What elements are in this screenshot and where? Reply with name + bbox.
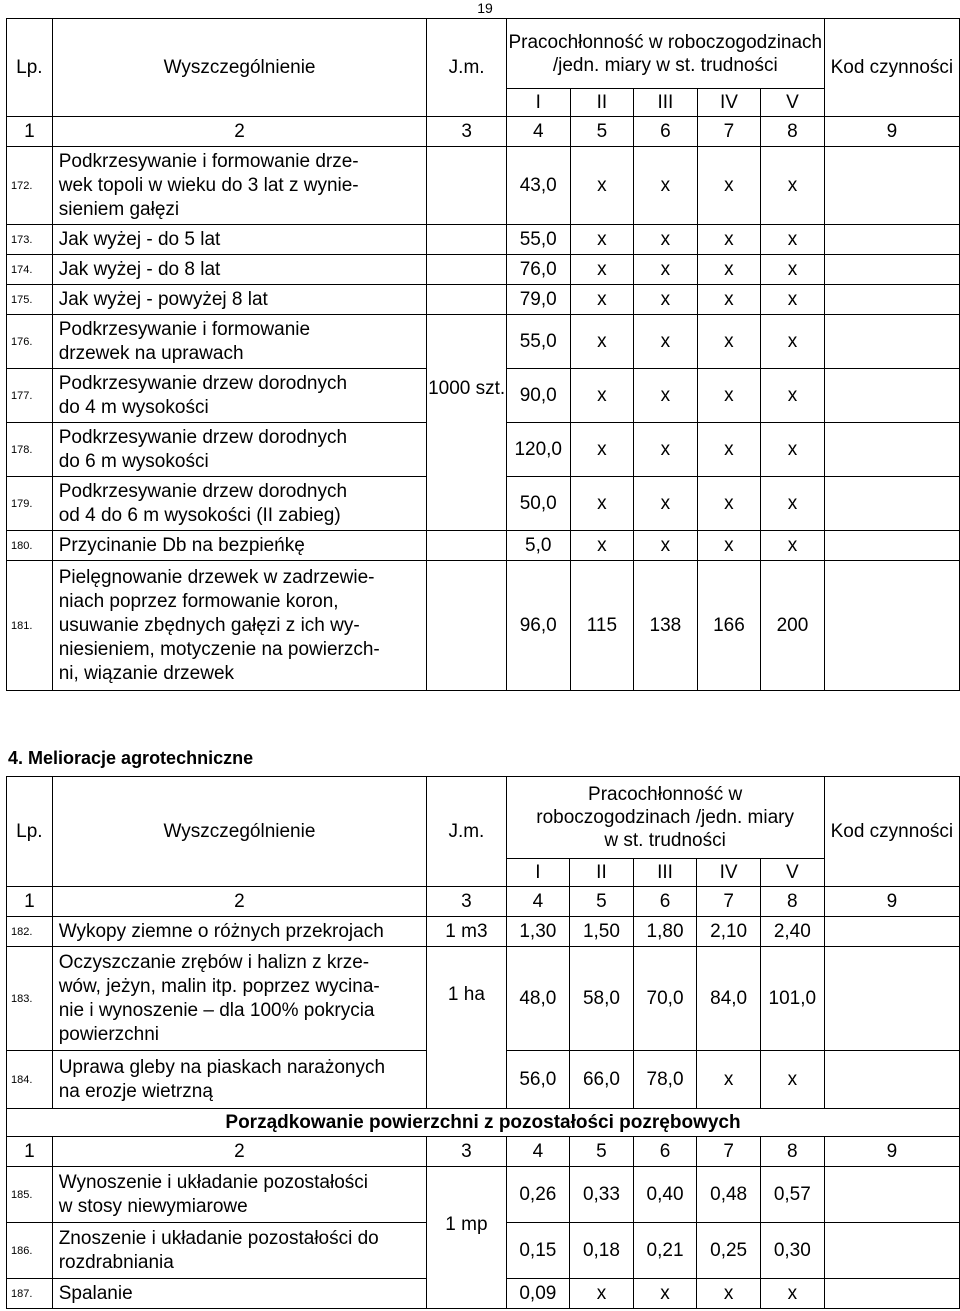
unit-empty: [427, 561, 506, 691]
labor-value: 50,0: [506, 477, 570, 531]
row-number: 184.: [7, 1051, 53, 1109]
labor-value: x: [570, 255, 634, 285]
labor-value: 1,30: [506, 917, 570, 947]
labor-value: 5,0: [506, 531, 570, 561]
unit-empty: [427, 477, 506, 531]
grade-label: I: [506, 859, 570, 887]
unit-empty: [427, 255, 506, 285]
row-description: Podkrzesywanie i formowanie drze- wek topoli w wieku do 3 lat z wynie- sieniem gałęzi: [52, 147, 427, 225]
column-number: 3: [427, 887, 506, 917]
grade-label: IV: [697, 89, 761, 117]
row-number: 176.: [7, 315, 53, 369]
header-code: Kod czynności: [824, 19, 959, 117]
row-description: Podkrzesywanie drzew dorodnych od 4 do 6 m wysokości (II zabieg): [52, 477, 427, 531]
labor-value: x: [761, 225, 825, 255]
labor-value: 56,0: [506, 1051, 570, 1109]
row-description: Wykopy ziemne o różnych przekrojach: [52, 917, 427, 947]
grade-label: II: [570, 89, 634, 117]
labor-value: x: [697, 369, 761, 423]
column-number: 2: [52, 117, 427, 147]
labor-value: x: [570, 531, 634, 561]
labor-value: x: [634, 369, 698, 423]
table-row: [7, 285, 960, 315]
labor-value: x: [634, 423, 698, 477]
labor-value: 0,09: [506, 1279, 570, 1309]
header-description: Wyszczególnienie: [52, 19, 427, 117]
labor-value: 58,0: [570, 947, 634, 1051]
labor-value: x: [761, 423, 825, 477]
column-number: 4: [506, 117, 570, 147]
labor-value: 120,0: [506, 423, 570, 477]
labor-value: 79,0: [506, 285, 570, 315]
column-number: 2: [52, 1137, 427, 1167]
labor-value: 76,0: [506, 255, 570, 285]
header-description: Wyszczególnienie: [52, 777, 427, 887]
labor-value: x: [634, 315, 698, 369]
column-number: 8: [760, 887, 824, 917]
row-number: 186.: [7, 1223, 53, 1279]
code-cell: [824, 947, 959, 1051]
row-number: 185.: [7, 1167, 53, 1223]
column-number: 6: [633, 1137, 697, 1167]
column-number: 6: [634, 117, 698, 147]
labor-value: x: [634, 285, 698, 315]
column-number: 6: [633, 887, 697, 917]
grade-label: V: [761, 89, 825, 117]
page-number: 19: [477, 0, 493, 16]
column-number: 5: [570, 117, 634, 147]
labor-value: x: [761, 369, 825, 423]
labor-value: x: [697, 423, 761, 477]
grade-label: I: [506, 89, 570, 117]
labor-value: 55,0: [506, 315, 570, 369]
labor-value: x: [761, 315, 825, 369]
labor-value: x: [697, 531, 761, 561]
header-lp: Lp.: [7, 777, 53, 887]
labor-value: x: [570, 315, 634, 369]
labor-value: 43,0: [506, 147, 570, 225]
labor-value: 0,48: [697, 1167, 761, 1223]
column-number: 3: [427, 1137, 506, 1167]
grade-label: II: [570, 859, 634, 887]
table-row: [7, 561, 960, 691]
subsection-title: Porządkowanie powierzchni z pozostałości pozrębowych: [7, 1109, 960, 1137]
code-cell: [824, 369, 959, 423]
code-cell: [824, 561, 959, 691]
labor-value: 90,0: [506, 369, 570, 423]
table-row: [7, 947, 960, 1051]
header-labor: Pracochłonność w roboczogodzinach /jedn. miary w st. trudności: [506, 19, 824, 89]
row-number: 183.: [7, 947, 53, 1051]
labor-value: x: [570, 423, 634, 477]
unit-value: 1000 szt.: [427, 369, 506, 477]
labor-value: 96,0: [506, 561, 570, 691]
row-number: 177.: [7, 369, 53, 423]
labor-value: x: [634, 255, 698, 285]
labor-value: 2,10: [697, 917, 761, 947]
labor-value: x: [570, 477, 634, 531]
row-description: Jak wyżej - do 5 lat: [52, 225, 427, 255]
header-unit: J.m.: [427, 19, 506, 117]
labor-value: x: [761, 285, 825, 315]
row-number: 187.: [7, 1279, 53, 1309]
labor-value: 1,50: [570, 917, 634, 947]
labor-value: 2,40: [760, 917, 824, 947]
labor-value: x: [761, 255, 825, 285]
norms-table-2: [6, 776, 960, 1309]
row-description: Przycinanie Db na bezpieńkę: [52, 531, 427, 561]
unit-empty: [427, 315, 506, 369]
header-lp: Lp.: [7, 19, 53, 117]
labor-value: x: [570, 369, 634, 423]
labor-value: x: [633, 1279, 697, 1309]
row-number: 180.: [7, 531, 53, 561]
labor-value: 0,26: [506, 1167, 570, 1223]
row-number: 178.: [7, 423, 53, 477]
labor-value: x: [634, 225, 698, 255]
row-description: Jak wyżej - powyżej 8 lat: [52, 285, 427, 315]
labor-value: x: [570, 147, 634, 225]
table-row: [7, 477, 960, 531]
row-number: 181.: [7, 561, 53, 691]
column-number: 1: [7, 887, 53, 917]
labor-value: 84,0: [697, 947, 761, 1051]
labor-value: 0,25: [697, 1223, 761, 1279]
labor-value: x: [697, 285, 761, 315]
row-description: Podkrzesywanie drzew dorodnych do 6 m wysokości: [52, 423, 427, 477]
grade-label: III: [634, 89, 698, 117]
labor-value: 200: [761, 561, 825, 691]
row-description: Pielęgnowanie drzewek w zadrzewie- niach poprzez formowanie koron, usuwanie zbędnych gałęzi z ich wy- niesieniem, motyczenie na powierzch- ni, wiązanie drzewek: [52, 561, 427, 691]
table-row: [7, 315, 960, 369]
header-code: Kod czynności: [824, 777, 959, 887]
column-number: 3: [427, 117, 506, 147]
code-cell: [824, 477, 959, 531]
unit-value: 1 ha: [427, 947, 506, 1109]
column-numbers-row: [7, 1137, 960, 1167]
labor-value: x: [760, 1051, 824, 1109]
table-row: [7, 225, 960, 255]
row-number: 175.: [7, 285, 53, 315]
labor-value: x: [697, 477, 761, 531]
labor-value: x: [570, 1279, 634, 1309]
labor-value: 0,21: [633, 1223, 697, 1279]
table-row: [7, 917, 960, 947]
labor-value: x: [634, 147, 698, 225]
labor-value: x: [761, 531, 825, 561]
column-number: 8: [760, 1137, 824, 1167]
labor-value: 0,30: [760, 1223, 824, 1279]
row-description: Jak wyżej - do 8 lat: [52, 255, 427, 285]
code-cell: [824, 1279, 959, 1309]
code-cell: [824, 147, 959, 225]
labor-value: x: [697, 147, 761, 225]
column-number: 5: [570, 887, 634, 917]
labor-value: x: [761, 477, 825, 531]
labor-value: 101,0: [760, 947, 824, 1051]
column-number: 4: [506, 1137, 570, 1167]
labor-value: x: [697, 315, 761, 369]
row-description: Spalanie: [52, 1279, 427, 1309]
code-cell: [824, 1167, 959, 1223]
row-description: Oczyszczanie zrębów i halizn z krze- wów, jeżyn, malin itp. poprzez wycina- nie i wynoszenie – dla 100% pokrycia powierzchni: [52, 947, 427, 1051]
column-number: 4: [506, 887, 570, 917]
row-number: 172.: [7, 147, 53, 225]
unit-empty: [427, 225, 506, 255]
labor-value: x: [697, 1051, 761, 1109]
labor-value: 1,80: [633, 917, 697, 947]
labor-value: x: [697, 255, 761, 285]
labor-value: 78,0: [633, 1051, 697, 1109]
labor-value: 0,57: [760, 1167, 824, 1223]
code-cell: [824, 1223, 959, 1279]
labor-value: x: [697, 225, 761, 255]
code-cell: [824, 255, 959, 285]
labor-value: x: [761, 147, 825, 225]
table-row: [7, 147, 960, 225]
column-number: 1: [7, 1137, 53, 1167]
code-cell: [824, 315, 959, 369]
row-description: Uprawa gleby na piaskach narażonych na erozje wietrzną: [52, 1051, 427, 1109]
table-row: [7, 255, 960, 285]
unit-empty: [427, 531, 506, 561]
grade-label: V: [760, 859, 824, 887]
section-title: 4. Melioracje agrotechniczne: [8, 748, 254, 768]
row-description: Znoszenie i układanie pozostałości do rozdrabniania: [52, 1223, 427, 1279]
labor-value: x: [760, 1279, 824, 1309]
labor-value: 0,33: [570, 1167, 634, 1223]
row-number: 182.: [7, 917, 53, 947]
labor-value: 66,0: [570, 1051, 634, 1109]
code-cell: [824, 531, 959, 561]
code-cell: [824, 285, 959, 315]
labor-value: 55,0: [506, 225, 570, 255]
row-description: Wynoszenie i układanie pozostałości w stosy niewymiarowe: [52, 1167, 427, 1223]
column-number: 1: [7, 117, 53, 147]
table-row: [7, 1167, 960, 1223]
code-cell: [824, 225, 959, 255]
code-cell: [824, 917, 959, 947]
labor-value: 138: [634, 561, 698, 691]
column-number: 7: [697, 887, 761, 917]
column-number: 7: [697, 117, 761, 147]
code-cell: [824, 1051, 959, 1109]
row-number: 179.: [7, 477, 53, 531]
column-number: 9: [824, 1137, 959, 1167]
labor-value: x: [697, 1279, 761, 1309]
table-row: [7, 369, 960, 423]
row-description: Podkrzesywanie i formowanie drzewek na uprawach: [52, 315, 427, 369]
labor-value: x: [570, 285, 634, 315]
labor-value: 166: [697, 561, 761, 691]
header-labor: Pracochłonność w roboczogodzinach /jedn. miary w st. trudności: [506, 777, 824, 859]
labor-value: 0,18: [570, 1223, 634, 1279]
grade-label: IV: [697, 859, 761, 887]
column-number: 2: [52, 887, 427, 917]
norms-table-1: [6, 18, 960, 691]
labor-value: 70,0: [633, 947, 697, 1051]
table-row: [7, 531, 960, 561]
unit-empty: [427, 147, 506, 225]
unit-value: 1 m3: [427, 917, 506, 947]
labor-value: x: [634, 477, 698, 531]
labor-value: 48,0: [506, 947, 570, 1051]
column-number: 9: [824, 887, 959, 917]
code-cell: [824, 423, 959, 477]
labor-value: 115: [570, 561, 634, 691]
header-unit: J.m.: [427, 777, 506, 887]
column-number: 9: [824, 117, 959, 147]
grade-label: III: [633, 859, 697, 887]
unit-empty: [427, 285, 506, 315]
labor-value: 0,40: [633, 1167, 697, 1223]
column-number: 5: [570, 1137, 634, 1167]
unit-value: 1 mp: [427, 1167, 506, 1309]
labor-value: 0,15: [506, 1223, 570, 1279]
labor-value: x: [634, 531, 698, 561]
subsection-row: [7, 1109, 960, 1137]
column-number: 8: [761, 117, 825, 147]
labor-value: x: [570, 225, 634, 255]
column-number: 7: [697, 1137, 761, 1167]
row-number: 173.: [7, 225, 53, 255]
row-description: Podkrzesywanie drzew dorodnych do 4 m wysokości: [52, 369, 427, 423]
row-number: 174.: [7, 255, 53, 285]
